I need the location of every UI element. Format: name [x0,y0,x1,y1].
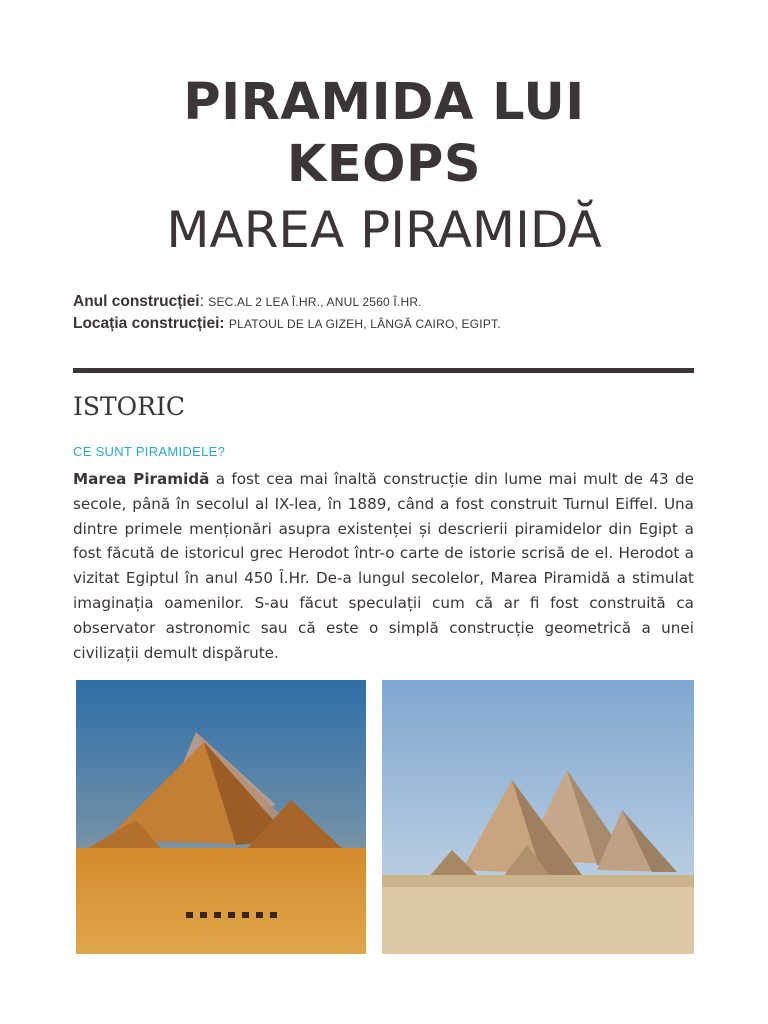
year-value: SEC.AL 2 LEA Î.HR., ANUL 2560 Î.HR. [208,295,422,309]
pyramids-sunset-photo [76,680,366,954]
pyramids-daylight-photo [382,680,694,954]
location-value: PLATOUL DE LA GIZEH, LÂNGĂ CAIRO, EGIPT. [228,317,501,331]
meta-info [73,291,501,335]
year-label: Anul construcției [73,293,200,310]
meta-year [73,291,501,313]
subtitle: MAREA PIRAMIDĂ [166,201,602,259]
title-line-1: PIRAMIDA LUI [183,73,585,132]
paragraph-text: a fost cea mai înaltă construcție din lume mai mult de 43 de secole, până în secolul al IX-lea, în 1889, când a fost construit Turnul Eiffel. Una dintre primele menționări asupra existenței și descrierii piramidelor din Egipt a fost făcută de istoricul grec Herodot într-o carte de istorie scrisă de el. Herodot a vizitat Egiptul în anul 450 Î.Hr. De-a lungul secolelor, Marea Piramidă a stimulat imaginația oamenilor. S-au făcut speculații cum că ar fi fost construită ca observator astronomic sau că este o simplă construcție geometrică a unei civilizații demult dispărute. [73,470,694,662]
meta-location [73,313,501,335]
section-heading: ISTORIC [73,392,185,421]
year-colon: : [199,293,209,310]
divider [73,368,694,373]
title-line-2: KEOPS [286,135,482,194]
section-subheading: CE SUNT PIRAMIDELE? [73,444,226,459]
title-block [0,72,768,262]
location-label: Locația construcției: [73,315,225,332]
body-paragraph [73,467,694,665]
paragraph-bold: Marea Piramidă [73,470,210,488]
